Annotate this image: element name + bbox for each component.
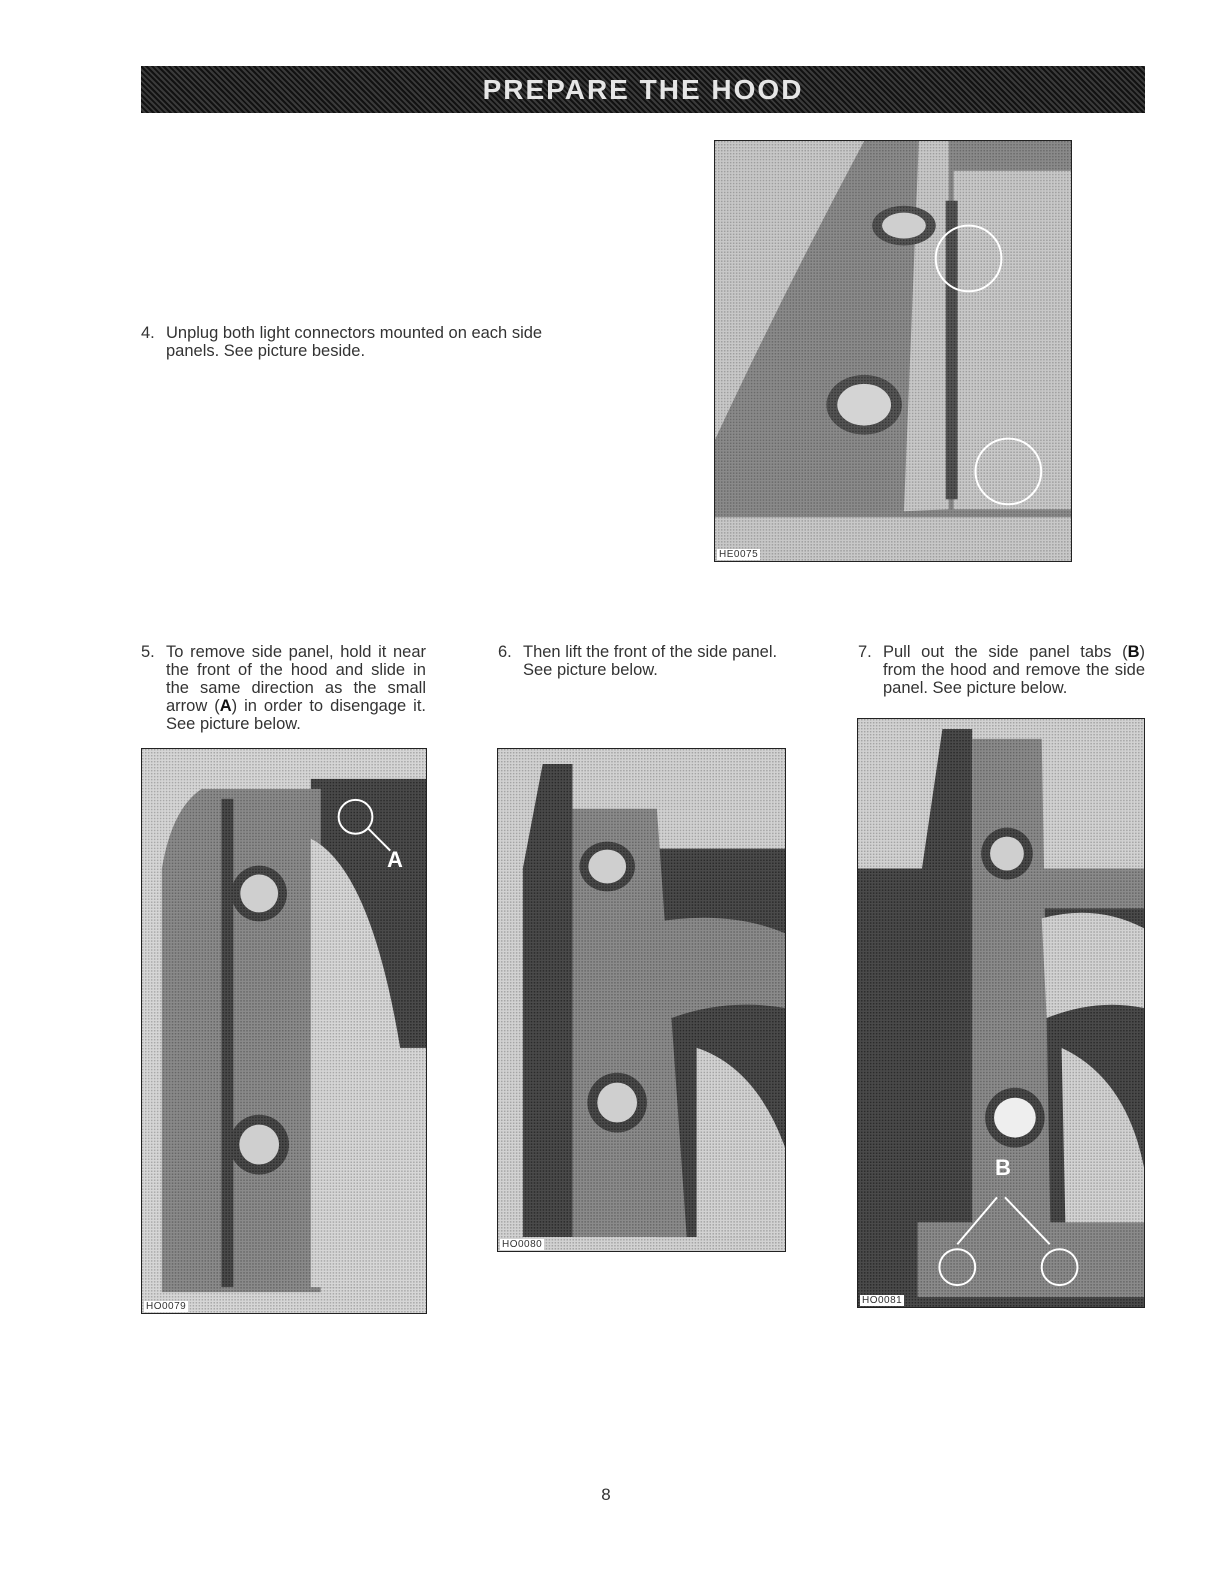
- figure-code: HE0075: [719, 549, 759, 560]
- step-text: Unplug both light connectors mounted on each side panels. See picture beside.: [166, 324, 543, 360]
- photo-ho0079: [141, 748, 427, 1314]
- photo-ho0081: [857, 718, 1145, 1308]
- page-number: 8: [601, 1485, 611, 1504]
- step-number: 7.: [858, 643, 872, 661]
- step-5: [141, 643, 426, 733]
- figure-code: HO0080: [502, 1239, 543, 1250]
- step-number: 6.: [498, 643, 512, 661]
- figure-code: HO0081: [862, 1295, 903, 1306]
- side-panel-tabs-illustration: [858, 719, 1144, 1307]
- hood-light-connectors-illustration: [715, 141, 1071, 561]
- photo-he0075: [714, 140, 1072, 562]
- figure-code: HO0079: [146, 1301, 187, 1312]
- callout-a: A: [387, 847, 403, 872]
- callout-b: B: [995, 1155, 1011, 1180]
- page-title: PREPARE THE HOOD: [482, 73, 804, 105]
- step-number: 4.: [141, 324, 155, 342]
- section-banner: [141, 66, 1145, 113]
- side-panel-slide-illustration: [142, 749, 426, 1313]
- side-panel-lift-illustration: [498, 749, 785, 1251]
- step-text: Pull out the side panel tabs (B) from the hood and remove the side panel. See picture below.: [883, 643, 1145, 697]
- step-6: [498, 643, 788, 679]
- step-7: [858, 643, 1145, 697]
- step-number: 5.: [141, 643, 155, 661]
- step-text: Then lift the front of the side panel. See picture below.: [523, 643, 778, 679]
- step-text: To remove side panel, hold it near the front of the hood and slide in the same direction as the small arrow (A) in order to disengage it. See picture below.: [166, 643, 426, 733]
- step-4: [141, 324, 561, 360]
- photo-ho0080: [497, 748, 786, 1252]
